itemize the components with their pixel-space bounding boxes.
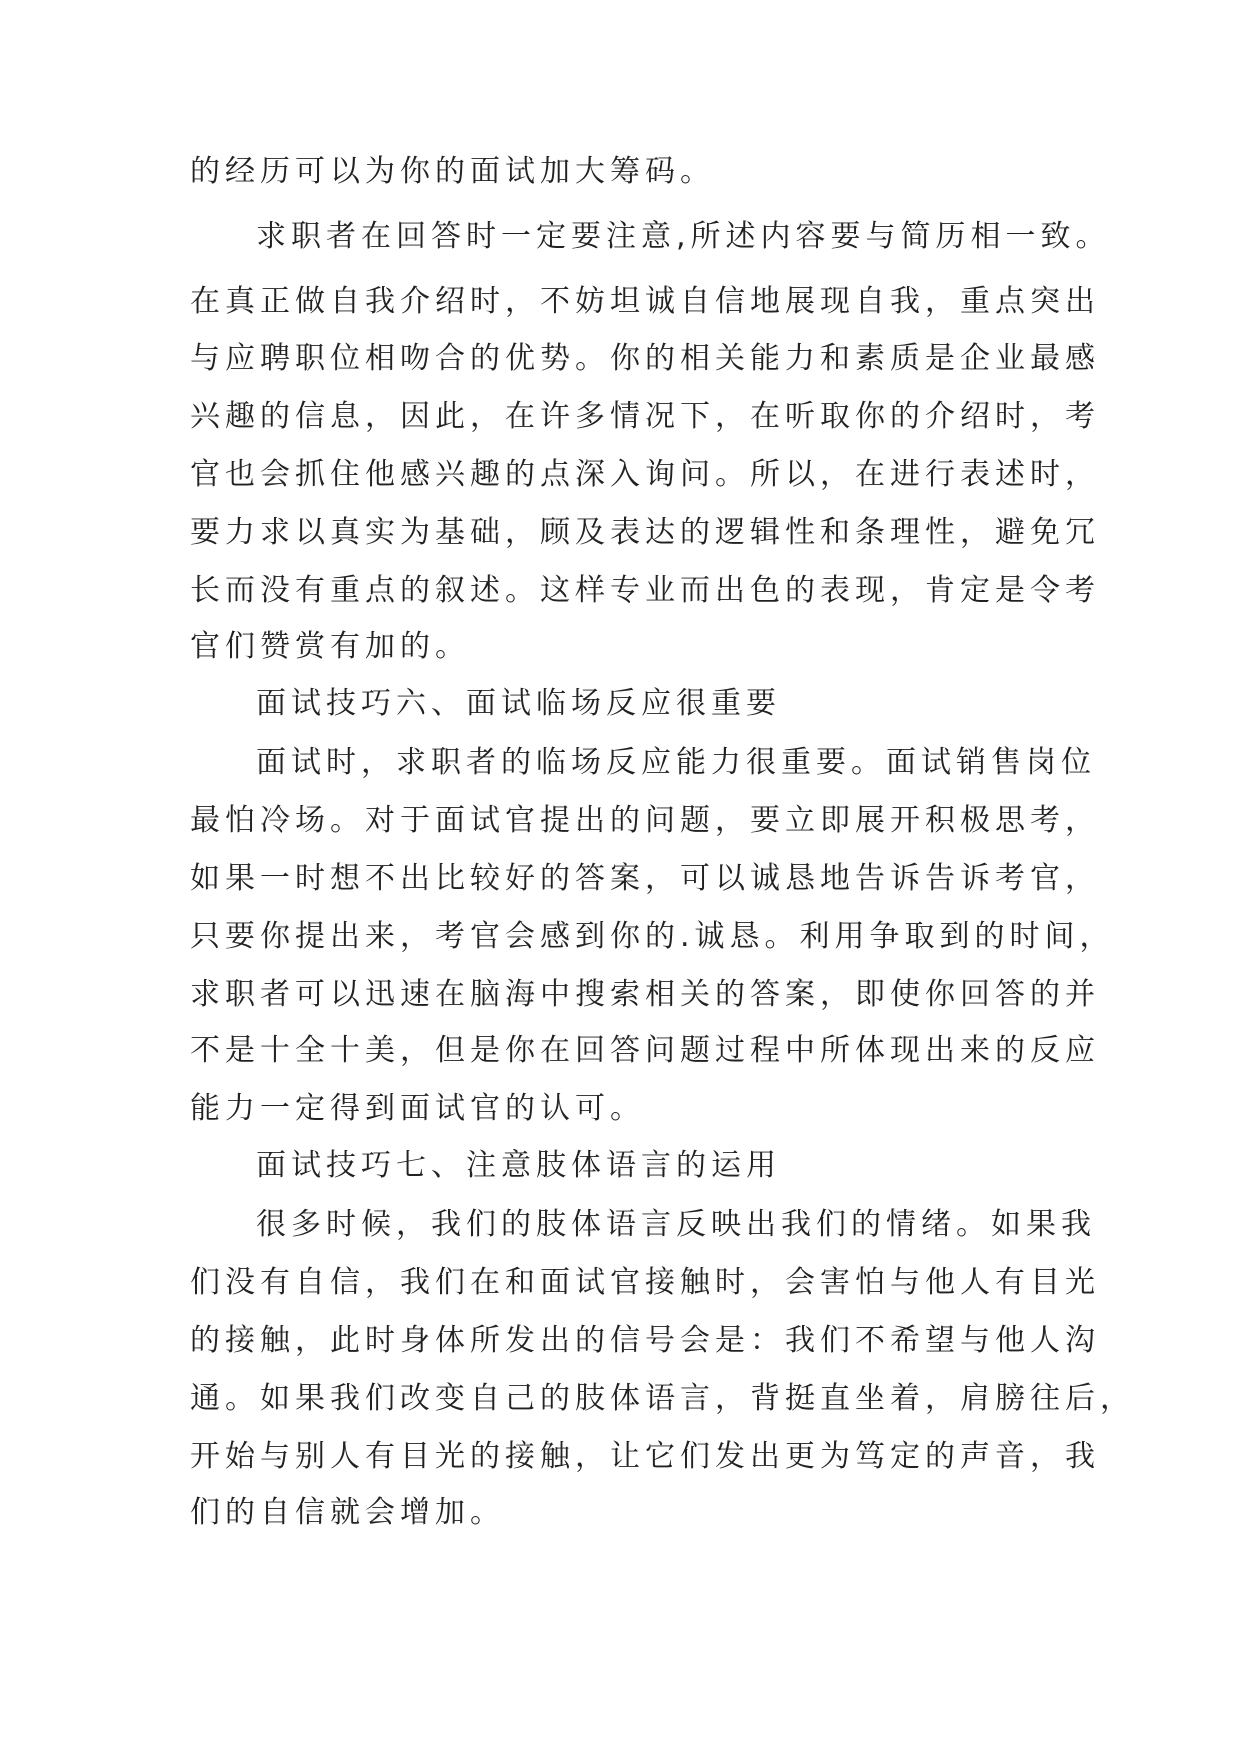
section-heading: 面试技巧六、面试临场反应很重要	[256, 686, 781, 721]
paragraph-first-line: 很多时候，我们的肢体语言反映出我们的情绪。如果我	[256, 1207, 1096, 1242]
text-line: 官们赞赏有加的。	[190, 629, 470, 664]
text-line: 能力一定得到面试官的认可。	[190, 1091, 645, 1126]
text-line: 们没有自信，我们在和面试官接触时，会害怕与他人有目光	[190, 1265, 1100, 1300]
text-line: 的经历可以为你的面试加大筹码。	[190, 154, 715, 189]
section-heading: 面试技巧七、注意肢体语言的运用	[256, 1148, 781, 1183]
text-line: 在真正做自我介绍时，不妨坦诚自信地展现自我，重点突出	[190, 284, 1100, 319]
text-line: 与应聘职位相吻合的优势。你的相关能力和素质是企业最感	[190, 341, 1100, 376]
text-line: 长而没有重点的叙述。这样专业而出色的表现，肯定是令考	[190, 573, 1100, 608]
text-line: 开始与别人有目光的接触，让它们发出更为笃定的声音，我	[190, 1439, 1100, 1474]
text-line: 如果一时想不出比较好的答案，可以诚恳地告诉告诉考官，	[190, 861, 1100, 896]
text-line: 通。如果我们改变自己的肢体语言，背挺直坐着，肩膀往后，	[190, 1381, 1135, 1416]
paragraph-first-line: 面试时，求职者的临场反应能力很重要。面试销售岗位	[256, 745, 1096, 780]
text-line: 的接触，此时身体所发出的信号会是：我们不希望与他人沟	[190, 1323, 1100, 1358]
text-line: 官也会抓住他感兴趣的点深入询问。所以，在进行表述时，	[190, 457, 1100, 492]
text-line: 不是十全十美，但是你在回答问题过程中所体现出来的反应	[190, 1033, 1100, 1068]
text-line: 求职者可以迅速在脑海中搜索相关的答案，即使你回答的并	[190, 977, 1100, 1012]
text-line: 们的自信就会增加。	[190, 1495, 505, 1530]
text-line: 最怕冷场。对于面试官提出的问题，要立即展开积极思考，	[190, 803, 1100, 838]
text-line: 兴趣的信息，因此，在许多情况下，在听取你的介绍时，考	[190, 399, 1100, 434]
text-line: 要力求以真实为基础，顾及表达的逻辑性和条理性，避免冗	[190, 515, 1100, 550]
text-line: 只要你提出来，考官会感到你的.诚恳。利用争取到的时间，	[190, 919, 1115, 954]
paragraph-first-line: 求职者在回答时一定要注意,所述内容要与简历相一致。	[256, 219, 1111, 254]
